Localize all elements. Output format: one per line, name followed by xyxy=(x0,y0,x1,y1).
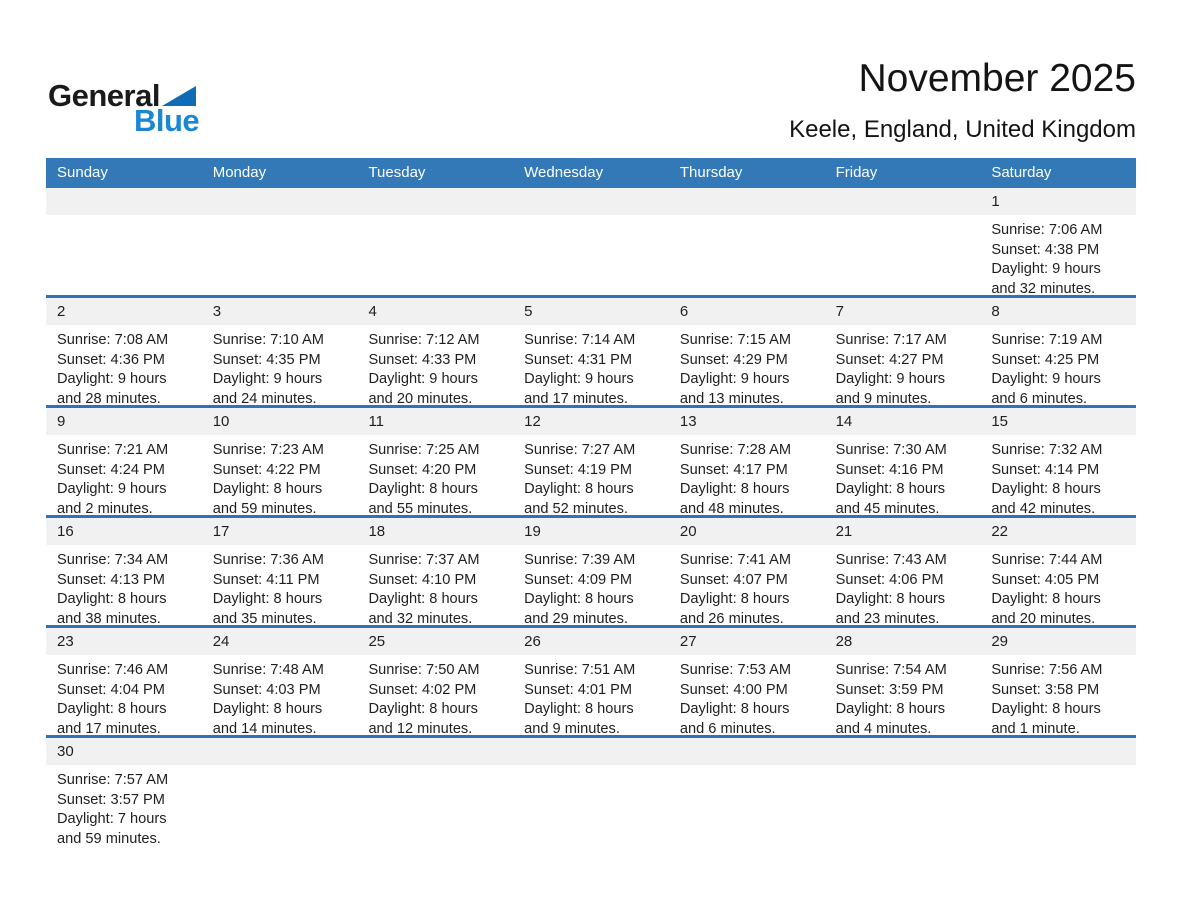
sunset-text: Sunset: 4:31 PM xyxy=(524,351,633,368)
daylight-text-line1: Daylight: 8 hours xyxy=(524,481,634,498)
weekday-header-wednesday: Wednesday xyxy=(524,164,604,181)
day-number: 5 xyxy=(513,298,669,325)
day-number: 1 xyxy=(980,188,1136,215)
sunrise-text: Sunrise: 7:51 AM xyxy=(524,662,636,678)
sunset-text: Sunset: 4:11 PM xyxy=(212,571,320,588)
sunset-text: Sunset: 4:03 PM xyxy=(212,681,321,698)
day-details xyxy=(202,655,358,735)
daylight-text-line2: and 6 minutes. xyxy=(991,390,1088,407)
day-number xyxy=(513,188,669,215)
day-details xyxy=(357,655,513,735)
day-details xyxy=(202,215,358,295)
daylight-text-line1: Daylight: 8 hours xyxy=(368,481,478,498)
daylight-text-line1: Daylight: 8 hours xyxy=(524,701,634,718)
daylight-text-line2: and 59 minutes. xyxy=(212,500,317,517)
day-cell xyxy=(357,298,513,405)
day-number: 18 xyxy=(357,518,513,545)
sunrise-text: Sunrise: 7:06 AM xyxy=(991,222,1103,238)
daylight-text-line2: and 24 minutes. xyxy=(212,390,317,407)
day-details xyxy=(46,545,202,625)
daylight-text-line2: and 45 minutes. xyxy=(835,500,940,517)
sunrise-text: Sunrise: 7:57 AM xyxy=(57,772,169,788)
day-cell xyxy=(669,628,825,735)
day-number: 3 xyxy=(202,298,358,325)
day-number: 23 xyxy=(46,628,202,655)
day-details xyxy=(825,215,981,295)
daylight-text-line1: Daylight: 7 hours xyxy=(57,811,167,828)
day-cell xyxy=(46,518,202,625)
daylight-text-line2: and 35 minutes. xyxy=(212,610,317,627)
day-details xyxy=(357,215,513,295)
day-details xyxy=(980,655,1136,735)
sunrise-text: Sunrise: 7:39 AM xyxy=(524,552,636,568)
sunrise-text: Sunrise: 7:21 AM xyxy=(57,442,169,458)
sunrise-text: Sunrise: 7:14 AM xyxy=(524,332,636,348)
day-cell xyxy=(669,518,825,625)
daylight-text-line2: and 12 minutes. xyxy=(368,720,473,737)
sunrise-text: Sunrise: 7:44 AM xyxy=(991,552,1103,568)
sunset-text: Sunset: 4:29 PM xyxy=(679,351,788,368)
day-details xyxy=(513,655,669,735)
sunset-text: Sunset: 4:00 PM xyxy=(679,681,788,698)
day-cell xyxy=(46,628,202,735)
sunrise-text: Sunrise: 7:37 AM xyxy=(368,552,480,568)
calendar-week-row xyxy=(46,625,1136,735)
day-cell xyxy=(202,628,358,735)
sunrise-text: Sunrise: 7:10 AM xyxy=(212,332,324,348)
day-cell xyxy=(825,188,981,295)
calendar-week-row xyxy=(46,515,1136,625)
weekday-header-friday: Friday xyxy=(835,164,878,181)
sunrise-text: Sunrise: 7:48 AM xyxy=(212,662,324,678)
weekday-header-saturday: Saturday xyxy=(991,164,1052,181)
day-cell xyxy=(669,408,825,515)
calendar-week-row xyxy=(46,735,1136,845)
sunrise-text: Sunrise: 7:27 AM xyxy=(524,442,636,458)
day-number xyxy=(202,188,358,215)
daylight-text-line2: and 48 minutes. xyxy=(679,500,784,517)
day-details xyxy=(669,325,825,405)
day-details xyxy=(825,655,981,735)
day-cell xyxy=(357,738,513,845)
calendar-week-row xyxy=(46,405,1136,515)
day-cell xyxy=(825,738,981,845)
sunrise-text: Sunrise: 7:50 AM xyxy=(368,662,480,678)
daylight-text-line2: and 32 minutes. xyxy=(368,610,473,627)
day-number xyxy=(825,188,981,215)
daylight-text-line2: and 4 minutes. xyxy=(835,720,932,737)
day-details xyxy=(980,215,1136,295)
day-number xyxy=(513,738,669,765)
day-details xyxy=(669,655,825,735)
sunset-text: Sunset: 4:20 PM xyxy=(368,461,477,478)
day-details xyxy=(46,325,202,405)
day-number: 16 xyxy=(46,518,202,545)
day-cell xyxy=(202,408,358,515)
day-number: 2 xyxy=(46,298,202,325)
general-blue-logo xyxy=(48,78,248,138)
sunset-text: Sunset: 4:10 PM xyxy=(368,571,477,588)
day-details xyxy=(357,435,513,515)
day-details xyxy=(357,325,513,405)
sunset-text: Sunset: 3:57 PM xyxy=(57,791,165,808)
day-details xyxy=(46,215,202,295)
sunrise-text: Sunrise: 7:56 AM xyxy=(991,662,1103,678)
sunrise-text: Sunrise: 7:28 AM xyxy=(679,442,792,458)
daylight-text-line2: and 42 minutes. xyxy=(991,500,1096,517)
sunrise-text: Sunrise: 7:12 AM xyxy=(368,332,480,348)
day-details xyxy=(513,765,669,845)
day-number: 15 xyxy=(980,408,1136,435)
day-details xyxy=(202,765,358,845)
daylight-text-line1: Daylight: 9 hours xyxy=(57,371,167,388)
day-number xyxy=(357,738,513,765)
daylight-text-line1: Daylight: 8 hours xyxy=(524,591,634,608)
day-number: 13 xyxy=(669,408,825,435)
sunset-text: Sunset: 4:19 PM xyxy=(524,461,633,478)
day-cell xyxy=(825,298,981,405)
day-number: 29 xyxy=(980,628,1136,655)
daylight-text-line1: Daylight: 8 hours xyxy=(679,701,790,718)
day-details xyxy=(513,325,669,405)
day-details xyxy=(669,545,825,625)
day-cell xyxy=(513,628,669,735)
day-details xyxy=(669,215,825,295)
daylight-text-line2: and 59 minutes. xyxy=(57,830,161,847)
sunset-text: Sunset: 3:59 PM xyxy=(835,681,944,698)
day-details xyxy=(202,325,358,405)
daylight-text-line1: Daylight: 8 hours xyxy=(57,701,167,718)
day-number: 26 xyxy=(513,628,669,655)
sunset-text: Sunset: 4:33 PM xyxy=(368,351,477,368)
day-details xyxy=(357,765,513,845)
day-number: 28 xyxy=(825,628,981,655)
sunrise-text: Sunrise: 7:34 AM xyxy=(57,552,169,568)
daylight-text-line1: Daylight: 9 hours xyxy=(991,371,1101,388)
day-cell xyxy=(46,298,202,405)
sunset-text: Sunset: 3:58 PM xyxy=(991,681,1100,698)
day-cell xyxy=(669,738,825,845)
day-cell xyxy=(513,298,669,405)
daylight-text-line1: Daylight: 9 hours xyxy=(835,371,946,388)
sunset-text: Sunset: 4:05 PM xyxy=(991,571,1100,588)
day-cell xyxy=(46,408,202,515)
day-cell xyxy=(513,408,669,515)
day-cell xyxy=(980,188,1136,295)
sunrise-text: Sunrise: 7:19 AM xyxy=(991,332,1103,348)
day-details xyxy=(513,215,669,295)
day-number: 19 xyxy=(513,518,669,545)
day-details xyxy=(980,545,1136,625)
calendar-table xyxy=(46,158,1136,845)
daylight-text-line1: Daylight: 9 hours xyxy=(524,371,634,388)
day-cell xyxy=(669,298,825,405)
sunrise-text: Sunrise: 7:43 AM xyxy=(835,552,947,568)
day-cell xyxy=(980,628,1136,735)
daylight-text-line1: Daylight: 8 hours xyxy=(835,481,946,498)
sunrise-text: Sunrise: 7:15 AM xyxy=(679,332,792,348)
daylight-text-line1: Daylight: 8 hours xyxy=(212,701,323,718)
daylight-text-line1: Daylight: 9 hours xyxy=(368,371,478,388)
daylight-text-line1: Daylight: 8 hours xyxy=(835,591,946,608)
daylight-text-line2: and 38 minutes. xyxy=(57,610,161,627)
daylight-text-line2: and 55 minutes. xyxy=(368,500,473,517)
daylight-text-line1: Daylight: 8 hours xyxy=(368,591,478,608)
day-details xyxy=(980,435,1136,515)
day-number: 24 xyxy=(202,628,358,655)
weekday-header-row xyxy=(46,158,1136,188)
daylight-text-line2: and 52 minutes. xyxy=(524,500,629,517)
daylight-text-line1: Daylight: 9 hours xyxy=(679,371,790,388)
daylight-text-line2: and 20 minutes. xyxy=(991,610,1096,627)
sunset-text: Sunset: 4:02 PM xyxy=(368,681,477,698)
sunset-text: Sunset: 4:22 PM xyxy=(212,461,321,478)
sunset-text: Sunset: 4:24 PM xyxy=(57,461,165,478)
sunrise-text: Sunrise: 7:41 AM xyxy=(679,552,792,568)
sunrise-text: Sunrise: 7:54 AM xyxy=(835,662,947,678)
sunrise-text: Sunrise: 7:25 AM xyxy=(368,442,480,458)
sunset-text: Sunset: 4:27 PM xyxy=(835,351,944,368)
day-cell xyxy=(513,188,669,295)
day-cell xyxy=(357,518,513,625)
daylight-text-line2: and 13 minutes. xyxy=(679,390,784,407)
daylight-text-line2: and 17 minutes. xyxy=(524,390,629,407)
weekday-header-tuesday: Tuesday xyxy=(368,164,426,181)
day-number: 12 xyxy=(513,408,669,435)
weekday-header-sunday: Sunday xyxy=(57,164,108,181)
day-number: 7 xyxy=(825,298,981,325)
sunrise-text: Sunrise: 7:23 AM xyxy=(212,442,324,458)
day-number xyxy=(669,738,825,765)
daylight-text-line1: Daylight: 8 hours xyxy=(679,481,790,498)
day-number xyxy=(669,188,825,215)
day-number: 6 xyxy=(669,298,825,325)
daylight-text-line2: and 23 minutes. xyxy=(835,610,940,627)
day-number: 10 xyxy=(202,408,358,435)
day-details xyxy=(825,545,981,625)
day-details xyxy=(825,765,981,845)
sunset-text: Sunset: 4:13 PM xyxy=(57,571,165,588)
sunrise-text: Sunrise: 7:08 AM xyxy=(57,332,169,348)
day-cell xyxy=(46,738,202,845)
day-cell xyxy=(202,738,358,845)
daylight-text-line1: Daylight: 8 hours xyxy=(57,591,167,608)
day-number: 30 xyxy=(46,738,202,765)
sunset-text: Sunset: 4:01 PM xyxy=(524,681,633,698)
day-cell xyxy=(513,518,669,625)
daylight-text-line2: and 9 minutes. xyxy=(524,720,620,737)
day-details xyxy=(825,325,981,405)
daylight-text-line1: Daylight: 8 hours xyxy=(991,481,1101,498)
day-details xyxy=(46,765,202,845)
day-cell xyxy=(980,518,1136,625)
sunrise-text: Sunrise: 7:53 AM xyxy=(679,662,792,678)
day-number xyxy=(825,738,981,765)
day-cell xyxy=(202,518,358,625)
daylight-text-line2: and 14 minutes. xyxy=(212,720,317,737)
sunset-text: Sunset: 4:14 PM xyxy=(991,461,1100,478)
day-cell xyxy=(980,738,1136,845)
location-subtitle: Keele, England, United Kingdom xyxy=(789,116,1136,143)
day-cell xyxy=(825,408,981,515)
day-cell xyxy=(825,518,981,625)
calendar-week-row xyxy=(46,188,1136,295)
daylight-text-line1: Daylight: 8 hours xyxy=(679,591,790,608)
logo-text-blue: Blue xyxy=(134,103,200,138)
daylight-text-line1: Daylight: 9 hours xyxy=(991,261,1101,278)
day-number: 21 xyxy=(825,518,981,545)
day-cell xyxy=(357,188,513,295)
sunset-text: Sunset: 4:36 PM xyxy=(57,351,165,368)
day-number xyxy=(980,738,1136,765)
sunrise-text: Sunrise: 7:30 AM xyxy=(835,442,947,458)
day-number: 11 xyxy=(357,408,513,435)
sunset-text: Sunset: 4:07 PM xyxy=(679,571,788,588)
weekday-header-monday: Monday xyxy=(212,164,267,181)
daylight-text-line1: Daylight: 8 hours xyxy=(368,701,478,718)
day-number xyxy=(202,738,358,765)
day-details xyxy=(513,545,669,625)
daylight-text-line2: and 9 minutes. xyxy=(835,390,932,407)
day-details xyxy=(825,435,981,515)
day-cell xyxy=(980,408,1136,515)
day-cell xyxy=(513,738,669,845)
day-number: 17 xyxy=(202,518,358,545)
day-details xyxy=(669,435,825,515)
day-number: 25 xyxy=(357,628,513,655)
sunrise-text: Sunrise: 7:32 AM xyxy=(991,442,1103,458)
daylight-text-line1: Daylight: 9 hours xyxy=(212,371,323,388)
day-cell xyxy=(357,628,513,735)
calendar-week-row xyxy=(46,295,1136,405)
day-cell xyxy=(202,298,358,405)
daylight-text-line2: and 2 minutes. xyxy=(57,500,153,517)
day-cell xyxy=(46,188,202,295)
day-number: 9 xyxy=(46,408,202,435)
day-number: 22 xyxy=(980,518,1136,545)
sunset-text: Sunset: 4:25 PM xyxy=(991,351,1100,368)
daylight-text-line2: and 32 minutes. xyxy=(991,280,1096,297)
sunset-text: Sunset: 4:06 PM xyxy=(835,571,944,588)
day-cell xyxy=(825,628,981,735)
day-details xyxy=(46,435,202,515)
daylight-text-line2: and 1 minute. xyxy=(991,720,1080,737)
sunrise-text: Sunrise: 7:46 AM xyxy=(57,662,169,678)
daylight-text-line1: Daylight: 8 hours xyxy=(212,481,323,498)
day-number xyxy=(357,188,513,215)
day-number: 27 xyxy=(669,628,825,655)
logo-text-general: General xyxy=(48,78,160,113)
sunset-text: Sunset: 4:04 PM xyxy=(57,681,165,698)
day-details xyxy=(980,325,1136,405)
daylight-text-line1: Daylight: 8 hours xyxy=(212,591,323,608)
weekday-header-thursday: Thursday xyxy=(679,164,743,181)
daylight-text-line2: and 28 minutes. xyxy=(57,390,161,407)
daylight-text-line2: and 26 minutes. xyxy=(679,610,784,627)
sunset-text: Sunset: 4:09 PM xyxy=(524,571,633,588)
day-number: 14 xyxy=(825,408,981,435)
sunset-text: Sunset: 4:38 PM xyxy=(991,241,1100,258)
day-details xyxy=(202,435,358,515)
calendar-weeks xyxy=(46,188,1136,845)
day-number: 20 xyxy=(669,518,825,545)
day-details xyxy=(202,545,358,625)
day-details xyxy=(357,545,513,625)
day-number: 4 xyxy=(357,298,513,325)
sunset-text: Sunset: 4:35 PM xyxy=(212,351,321,368)
day-details xyxy=(980,765,1136,845)
daylight-text-line2: and 29 minutes. xyxy=(524,610,629,627)
sunset-text: Sunset: 4:17 PM xyxy=(679,461,788,478)
daylight-text-line1: Daylight: 8 hours xyxy=(835,701,946,718)
day-cell xyxy=(357,408,513,515)
day-details xyxy=(669,765,825,845)
daylight-text-line1: Daylight: 8 hours xyxy=(991,591,1101,608)
month-title: November 2025 xyxy=(858,57,1136,100)
day-details xyxy=(513,435,669,515)
daylight-text-line2: and 17 minutes. xyxy=(57,720,161,737)
day-cell xyxy=(980,298,1136,405)
daylight-text-line2: and 6 minutes. xyxy=(679,720,776,737)
sunrise-text: Sunrise: 7:17 AM xyxy=(835,332,947,348)
sunrise-text: Sunrise: 7:36 AM xyxy=(212,552,324,568)
daylight-text-line2: and 20 minutes. xyxy=(368,390,473,407)
day-number xyxy=(46,188,202,215)
daylight-text-line1: Daylight: 8 hours xyxy=(991,701,1101,718)
daylight-text-line1: Daylight: 9 hours xyxy=(57,481,167,498)
day-cell xyxy=(202,188,358,295)
day-details xyxy=(46,655,202,735)
sunset-text: Sunset: 4:16 PM xyxy=(835,461,944,478)
day-cell xyxy=(669,188,825,295)
day-number: 8 xyxy=(980,298,1136,325)
